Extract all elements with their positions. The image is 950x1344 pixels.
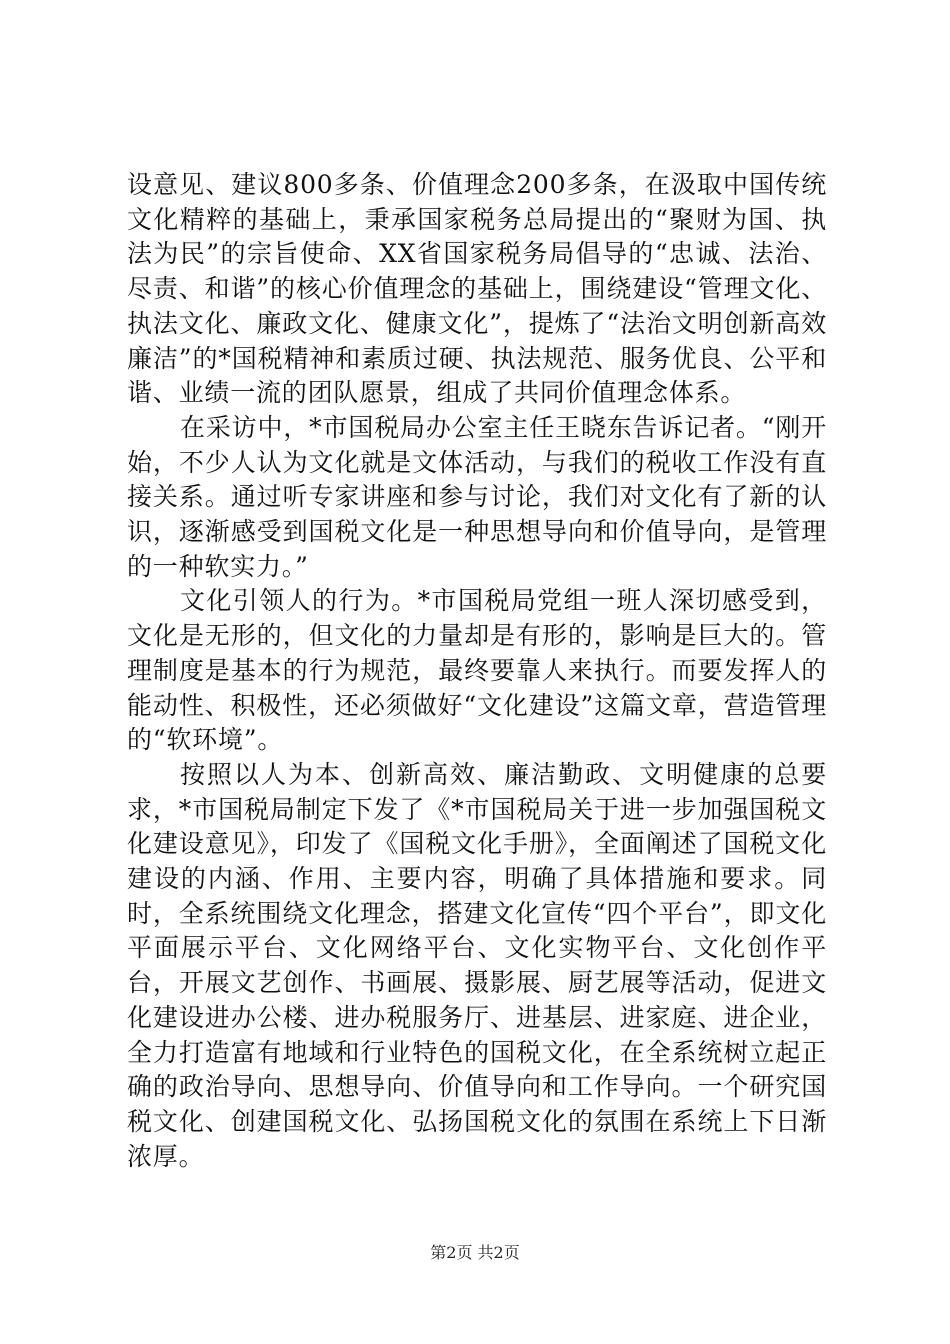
paragraph-1: 设意见、建议800多条、价值理念200多条，在汲取中国传统文化精粹的基础上，秉承国家税务总局提出的“聚财为国、执法为民”的宗旨使命、XX省国家税务局倡导的“忠诚、法治、尽责、和谐”的核心价值理念的基础上，围绕建设“管理文化、执法文化、廉政文化、健康文化”，提炼了“法治文明创新高效廉洁”的*国税精神和素质过硬、执法规范、服务优良、公平和谐、业绩一流的团队愿景，组成了共同价值理念体系。 xyxy=(127,170,827,408)
document-body xyxy=(127,168,827,1174)
paragraph-4: 按照以人为本、创新高效、廉洁勤政、文明健康的总要求，*市国税局制定下发了《*市国税局关于进一步加强国税文化建设意见》，印发了《国税文化手册》，全面阐述了国税文化建设的内涵、作用、主要内容，明确了具体措施和要求。同时，全系统围绕文化理念，搭建文化宣传“四个平台”，即文化平面展示平台、文化网络平台、文化实物平台、文化创作平台，开展文艺创作、书画展、摄影展、厨艺展等活动，促进文化建设进办公楼、进办税服务厅、进基层、进家庭、进企业，全力打造富有地域和行业特色的国税文化，在全系统树立起正确的政治导向、思想导向、价值导向和工作导向。一个研究国税文化、创建国税文化、弘扬国税文化的氛围在系统上下日渐浓厚。 xyxy=(127,759,827,1171)
page-footer: 第2页 共2页 xyxy=(430,1243,520,1262)
paragraph-2: 在采访中，*市国税局办公室主任王晓东告诉记者。“刚开始，不少人认为文化就是文体活动，与我们的税收工作没有直接关系。通过听专家讲座和参与讨论，我们对文化有了新的认识，逐渐感受到国税文化是一种思想导向和价值导向，是管理的一种软实力。” xyxy=(127,412,827,581)
paragraph-3: 文化引领人的行为。*市国税局党组一班人深切感受到，文化是无形的，但文化的力量却是有形的，影响是巨大的。管理制度是基本的行为规范，最终要靠人来执行。而要发挥人的能动性、积极性，还必须做好“文化建设”这篇文章，营造管理的“软环境”。 xyxy=(127,586,827,755)
